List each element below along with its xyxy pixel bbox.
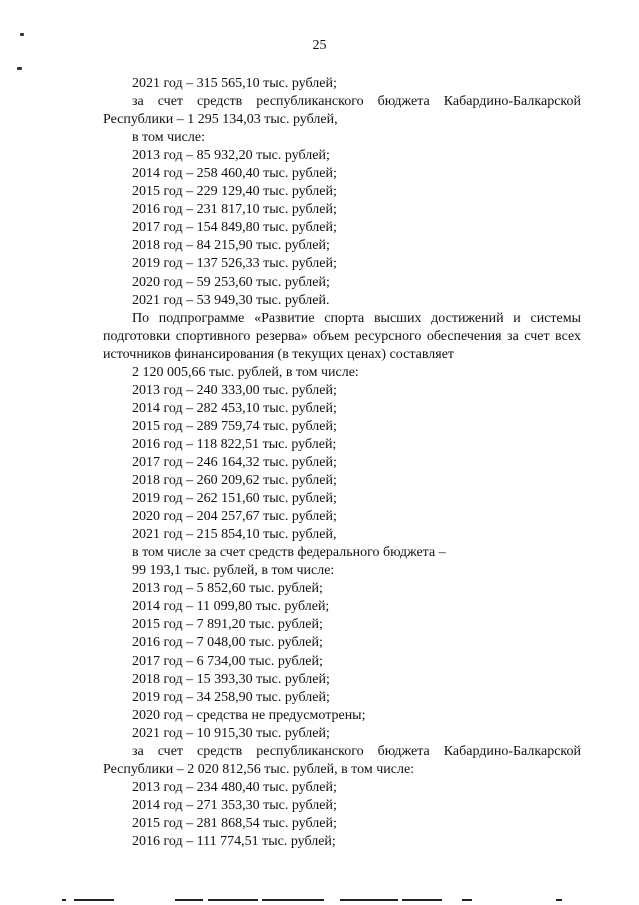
text-line: за счет средств республиканского бюджета Кабардино-Балкарской Республики – 2 020 812,56 тыс. рублей, в том числе: [103,743,581,777]
text-line: 2014 год – 271 353,30 тыс. рублей; [132,797,337,813]
text-line: 2013 год – 240 333,00 тыс. рублей; [132,382,337,398]
text-line: 2015 год – 289 759,74 тыс. рублей; [132,418,337,434]
text-line: 2021 год – 315 565,10 тыс. рублей; [132,76,337,91]
scan-artifact-line [340,899,398,901]
text-line: 2013 год – 5 852,60 тыс. рублей; [132,581,323,597]
text-line: 2017 год – 246 164,32 тыс. рублей; [132,454,337,470]
text-line: 2020 год – средства не предусмотрены; [132,707,366,723]
scan-artifact-line [262,899,324,901]
text-line: 2014 год – 258 460,40 тыс. рублей; [132,166,337,182]
scan-artifact-mark [20,33,24,36]
text-line: 2 120 005,66 тыс. рублей, в том числе: [132,364,359,380]
text-line: 2020 год – 204 257,67 тыс. рублей; [132,509,337,525]
scan-artifact-line [175,899,203,901]
text-line: 2019 год – 137 526,33 тыс. рублей; [132,256,337,272]
text-line: 2019 год – 262 151,60 тыс. рублей; [132,491,337,507]
scan-artifact-line [62,899,66,901]
text-line: 2018 год – 15 393,30 тыс. рублей; [132,671,330,687]
text-line: 2017 год – 6 734,00 тыс. рублей; [132,653,323,669]
text-line: 2014 год – 11 099,80 тыс. рублей; [132,599,330,615]
text-line: в том числе за счет средств федерального бюджета – [132,545,446,561]
text-line: 2019 год – 34 258,90 тыс. рублей; [132,689,330,705]
text-line: По подпрограмме «Развитие спорта высших достижений и системы подготовки спортивного резерва» объем ресурсного обеспечения за счет всех источников финансирования (в текущих ценах) составляет [103,310,581,362]
text-line: 2016 год – 7 048,00 тыс. рублей; [132,635,323,651]
text-line: 2015 год – 229 129,40 тыс. рублей; [132,184,337,200]
text-line: 2016 год – 111 774,51 тыс. рублей; [132,833,336,849]
text-line: в том числе: [132,130,205,146]
text-line: 2021 год – 10 915,30 тыс. рублей; [132,725,330,741]
scan-artifact-line [74,899,114,901]
text-line: 2016 год – 118 822,51 тыс. рублей; [132,436,337,452]
text-line: 2021 год – 53 949,30 тыс. рублей. [132,292,330,308]
document-body [103,75,581,851]
text-line: 2018 год – 260 209,62 тыс. рублей; [132,473,337,489]
scan-artifact-line [208,899,258,901]
text-line: 2016 год – 231 817,10 тыс. рублей; [132,202,337,218]
text-line: 2013 год – 85 932,20 тыс. рублей; [132,148,330,164]
scan-artifact-line [556,899,562,901]
text-line: 99 193,1 тыс. рублей, в том числе: [132,563,335,579]
text-line: за счет средств республиканского бюджета Кабардино-Балкарской Республики – 1 295 134,03 тыс. рублей, [103,94,581,128]
scan-artifact-line [402,899,442,901]
scan-artifact-line [462,899,472,901]
text-line: 2021 год – 215 854,10 тыс. рублей, [132,527,337,543]
text-line: 2014 год – 282 453,10 тыс. рублей; [132,400,337,416]
text-line: 2017 год – 154 849,80 тыс. рублей; [132,220,337,236]
page-number: 25 [312,38,327,53]
text-line: 2013 год – 234 480,40 тыс. рублей; [132,779,337,795]
text-line: 2018 год – 84 215,90 тыс. рублей; [132,238,330,254]
text-line: 2015 год – 281 868,54 тыс. рублей; [132,815,337,831]
scan-artifact-mark [17,67,22,70]
text-line: 2015 год – 7 891,20 тыс. рублей; [132,617,323,633]
text-line: 2020 год – 59 253,60 тыс. рублей; [132,274,330,290]
